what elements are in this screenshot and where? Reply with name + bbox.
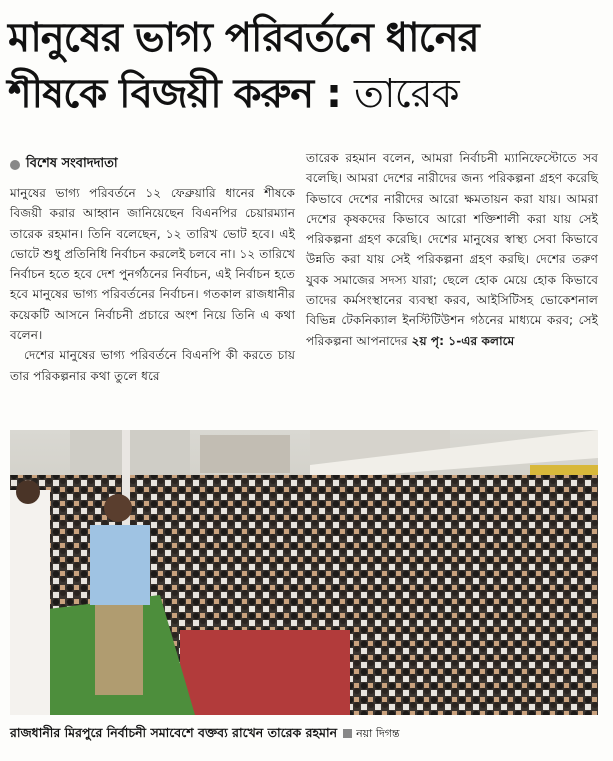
article-paragraph	[306, 148, 598, 351]
byline-text: বিশেষ সংবাদদাতা	[26, 156, 118, 171]
rally-photo-illustration	[10, 430, 598, 715]
photo-caption	[10, 725, 600, 745]
continuation-note[interactable]: ২য় পৃ: ১-এর কলামে	[411, 333, 515, 348]
article-paragraph: দেশের মানুষের ভাগ্য পরিবর্তনে বিএনপি কী করতে চায় তার পরিকল্পনার কথা তুলে ধরে	[10, 348, 295, 383]
headline-line-2	[8, 66, 606, 122]
news-photo	[10, 430, 598, 715]
article-column-2	[306, 148, 598, 351]
square-separator-icon	[343, 729, 352, 738]
headline-line-1: মানুষের ভাগ্য পরিবর্তনে ধানের	[8, 15, 479, 61]
bullet-dot-icon	[10, 160, 20, 170]
article-paragraph-text: তারেক রহমান বলেন, আমরা নির্বাচনী ম্যানিফেস্টোতে সব বলেছি। আমরা দেশের নারীদের জন্য পরিকল্পনা গ্রহণ করেছি কিভাবে দেশের নারীদের আরো ক্ষমতায়ন করা যায়। আমরা দেশের কৃষকদের কিভাবে আরো শক্তিশালী করা যায় সেই পরিকল্পনা গ্রহণ করেছি। দেশের মানুষের স্বাস্থ্য সেবা কিভাবে উন্নতি করা যায় সেই পরিকল্পনা গ্রহণ করছি। দেশের তরুণ যুবক সমাজের সদস্য যারা; ছেলে হোক মেয়ে হোক কিভাবে তাদের কর্মসংস্থানের ব্যবস্থা করব, আইসিটিসহ ভোকেশনাল বিভিন্ন টেকনিক্যাল ইনস্টিটিউশন গঠনের মাধ্যমে করব; সেই পরিকল্পনা আপনাদের	[306, 151, 598, 348]
headline-speaker: তারেক	[353, 71, 459, 117]
headline-line-2-main: শীষকে বিজয়ী করুন :	[8, 71, 342, 117]
byline	[10, 154, 295, 175]
caption-text: রাজধানীর মিরপুরে নির্বাচনী সমাবেশে বক্তব্য রাখেন তারেক রহমান	[10, 725, 338, 740]
headline	[8, 10, 606, 122]
photo-credit: নয়া দিগন্ত	[356, 727, 400, 740]
article-paragraph: মানুষের ভাগ্য পরিবর্তনে ১২ ফেব্রুয়ারি ধানের শীষকে বিজয়ী করার আহ্বান জানিয়েছেন বিএনপির চেয়ারম্যান তারেক রহমান। তিনি বলেছেন, ১২ তারিখ ভোট হবে। এই ভোটে শুধু প্রতিনিধি নির্বাচন করলেই চলবে না। ১২ তারিখে নির্বাচন হতে হবে দেশ পুনর্গঠনের নির্বাচন, এই নির্বাচন হতে হবে মানুষের ভাগ্য পরিবর্তনের নির্বাচন। গতকাল রাজধানীর কয়েকটি আসনে নির্বাচনী প্রচারে অংশ নিয়ে তিনি এ কথা বলেন।	[10, 186, 295, 343]
article-column-1	[10, 183, 295, 386]
